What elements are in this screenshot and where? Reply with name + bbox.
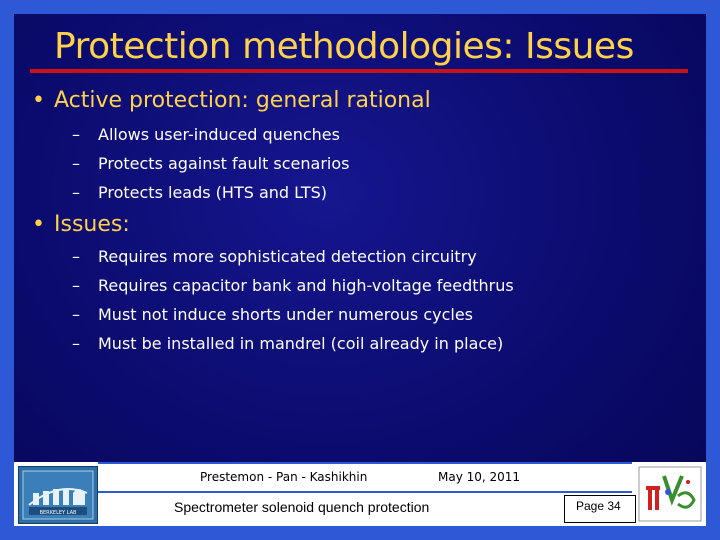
berkeley-lab-logo [18,466,98,524]
sub-bullet [72,305,473,324]
bullet-heading: Active protection: general rational [54,88,431,113]
footer-date: May 10, 2011 [438,470,521,484]
sub-bullet [72,154,350,173]
sub-bullet-dash: – [72,247,80,266]
bullet-issues [32,212,130,237]
sub-bullet-text: Requires more sophisticated detection circuitry [98,247,477,266]
sub-bullet-dash: – [72,183,80,202]
sub-bullet-text: Must not induce shorts under numerous cycles [98,305,473,324]
footer-subtitle: Spectrometer solenoid quench protection [174,499,430,515]
footer-rule-top [98,462,632,464]
page-number: Page 34 [576,499,621,513]
mice-logo [638,466,702,522]
bullet-dot: • [32,88,45,113]
sub-bullet-dash: – [72,154,80,173]
sub-bullet-text: Requires capacitor bank and high-voltage feedthrus [98,276,514,295]
slide-title: Protection methodologies: Issues [54,26,634,67]
sub-bullet-dash: – [72,276,80,295]
mice-logo-icon [638,466,702,522]
sub-bullet-text: Must be installed in mandrel (coil already in place) [98,334,504,353]
footer-rule-middle [98,491,632,493]
sub-bullet [72,125,340,144]
sub-bullet [72,183,327,202]
title-underline [30,69,688,73]
bullet-heading: Issues: [54,212,130,237]
sub-bullet [72,334,503,353]
sub-bullet [72,247,477,266]
sub-bullet [72,276,514,295]
sub-bullet-dash: – [72,125,80,144]
berkeley-lab-logo-icon [19,467,97,523]
sub-bullet-text: Protects against fault scenarios [98,154,350,173]
sub-bullet-dash: – [72,305,80,324]
footer-authors: Prestemon - Pan - Kashikhin [200,470,368,484]
sub-bullet-dash: – [72,334,80,353]
bullet-active-protection [32,88,431,113]
sub-bullet-text: Allows user-induced quenches [98,125,340,144]
logo-text: BERKELEY LAB [39,510,77,516]
bullet-dot: • [32,212,45,237]
sub-bullet-text: Protects leads (HTS and LTS) [98,183,328,202]
